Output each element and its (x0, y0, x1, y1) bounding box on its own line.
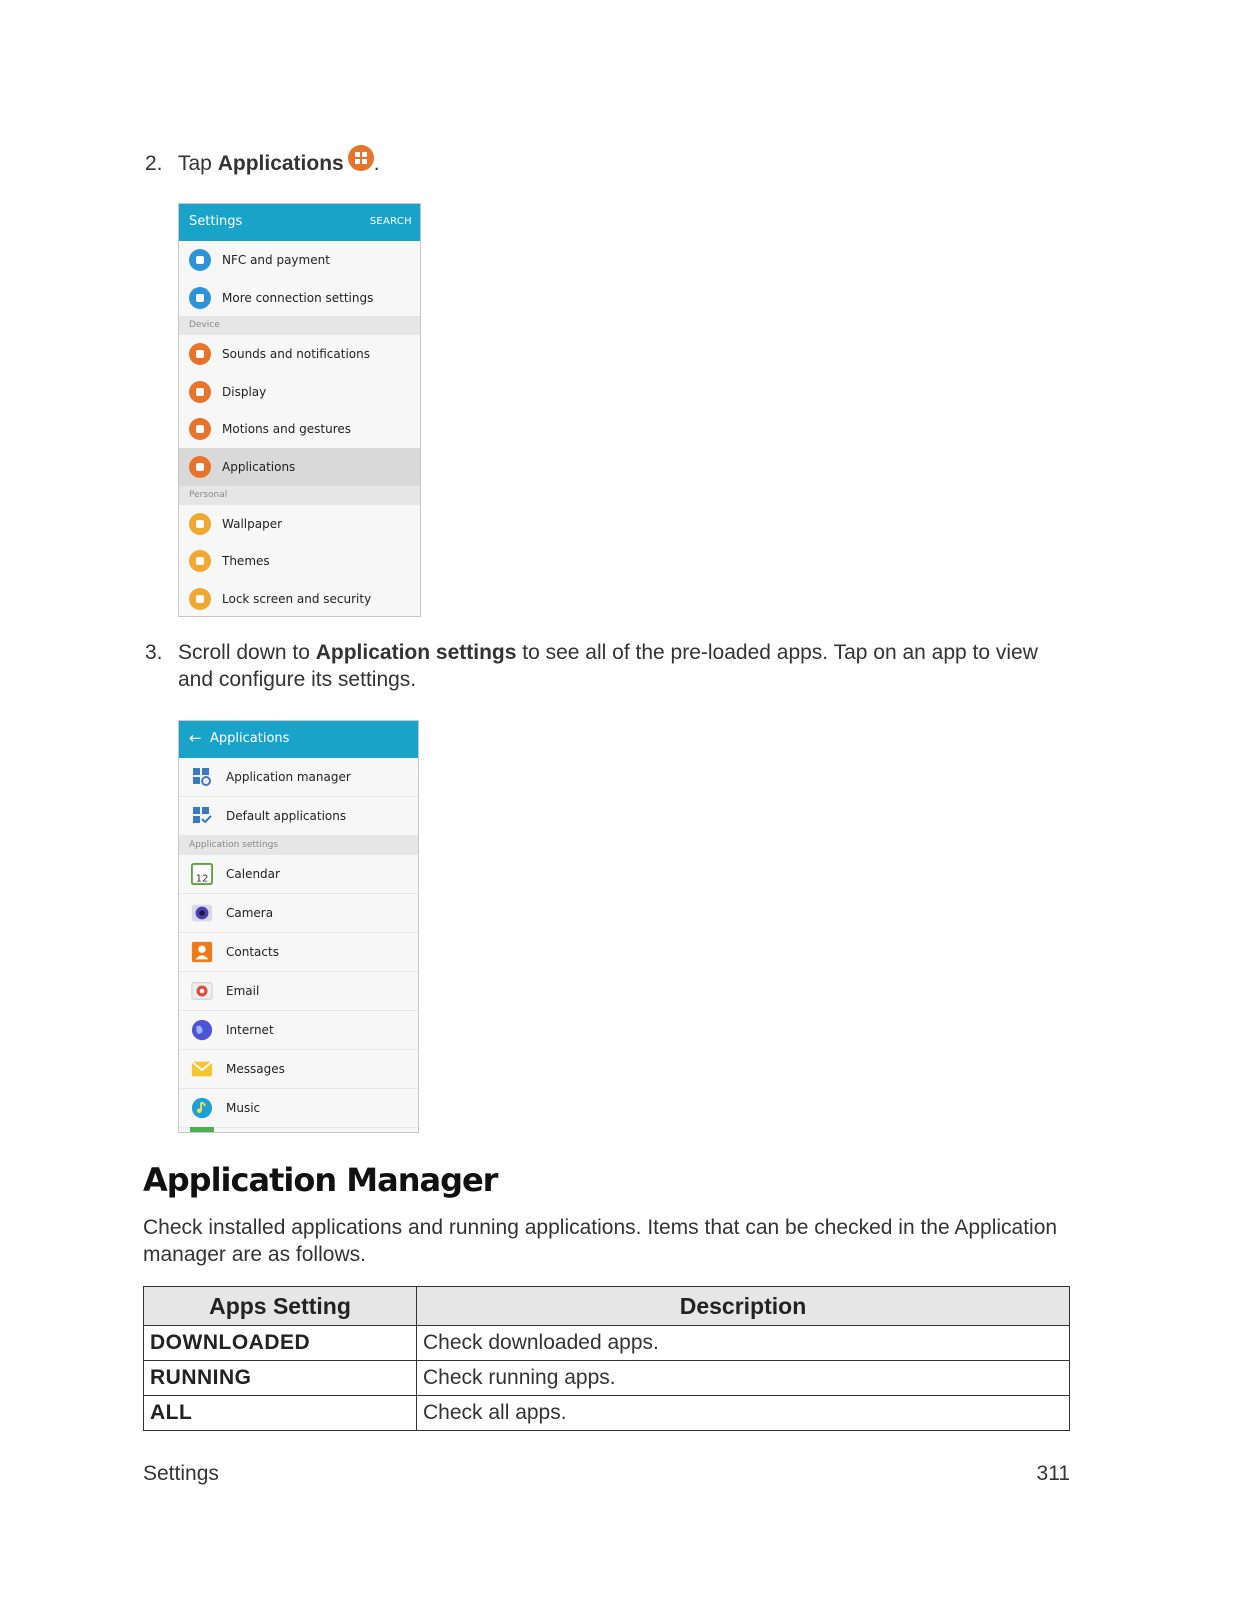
step-text: Scroll down to Application settings to see all of the pre-loaded apps. Tap on an app to view and configure its settings. (178, 641, 1038, 691)
app-bar (179, 721, 418, 758)
sound-icon (189, 343, 211, 365)
svg-text:12: 12 (195, 873, 209, 885)
table-cell: RUNNING (144, 1361, 417, 1396)
section-paragraph: Check installed applications and running applications. Items that can be checked in the Application manager are as follows. (143, 1216, 1058, 1266)
app-item-calendar[interactable]: 12 Calendar (179, 855, 418, 894)
settings-item[interactable]: Wallpaper (179, 505, 420, 543)
applications-screenshot (178, 720, 419, 1133)
next-app-icon-partial (190, 1127, 214, 1132)
app-item-internet[interactable]: Internet (179, 1011, 418, 1050)
wallpaper-icon (189, 513, 211, 535)
settings-item[interactable]: Themes (179, 542, 420, 580)
table-header: Apps Setting (144, 1287, 417, 1326)
apps-setting-table (143, 1286, 1070, 1431)
footer-section-name: Settings (143, 1462, 219, 1485)
themes-icon (189, 550, 211, 572)
settings-item-applications[interactable]: Applications (179, 448, 420, 486)
step-3 (145, 639, 1055, 695)
app-item-email[interactable]: Email (179, 972, 418, 1011)
step-text: Tap Applications . (178, 150, 1058, 177)
table-cell: Check all apps. (417, 1396, 1070, 1431)
table-cell: DOWNLOADED (144, 1326, 417, 1361)
applications-icon (189, 456, 211, 478)
step-number: 2. (145, 152, 163, 175)
table-header: Description (417, 1287, 1070, 1326)
app-bar-title: Applications (210, 731, 290, 746)
default-applications-item[interactable]: Default applications (179, 797, 418, 836)
nfc-icon (189, 249, 211, 271)
settings-screenshot (178, 203, 421, 617)
camera-icon (190, 902, 214, 924)
settings-item[interactable]: Motions and gestures (179, 410, 420, 448)
app-bar (179, 204, 420, 241)
connections-icon (189, 287, 211, 309)
display-icon (189, 381, 211, 403)
lock-icon (189, 588, 211, 610)
section-heading: Application Manager (143, 1161, 498, 1199)
contacts-icon (190, 941, 214, 963)
page-number: 311 (1036, 1462, 1070, 1485)
applications-icon (348, 145, 374, 171)
internet-icon (190, 1019, 214, 1041)
messages-icon (190, 1058, 214, 1080)
music-icon (190, 1097, 214, 1119)
application-manager-item[interactable]: Application manager (179, 758, 418, 797)
app-item-messages[interactable]: Messages (179, 1050, 418, 1089)
step-number: 3. (145, 641, 163, 664)
app-manager-icon (190, 766, 214, 788)
table-row (144, 1396, 1070, 1431)
table-row (144, 1361, 1070, 1396)
table-header-row (144, 1287, 1070, 1326)
default-apps-icon (190, 805, 214, 827)
table-cell: ALL (144, 1396, 417, 1431)
table-cell: Check downloaded apps. (417, 1326, 1070, 1361)
back-arrow-icon[interactable]: ← (189, 729, 202, 747)
calendar-icon (190, 863, 214, 885)
settings-item[interactable]: Sounds and notifications (179, 335, 420, 373)
settings-item[interactable]: Display (179, 373, 420, 411)
table-row (144, 1326, 1070, 1361)
app-bar-title: Settings (189, 214, 243, 229)
search-button[interactable]: SEARCH (369, 216, 412, 227)
settings-item[interactable]: NFC and payment (179, 241, 420, 279)
email-icon (190, 980, 214, 1002)
section-header: Personal (179, 486, 420, 505)
step-2 (145, 150, 1045, 180)
section-header: Application settings (179, 836, 418, 855)
app-item-camera[interactable]: Camera (179, 894, 418, 933)
settings-item[interactable]: Lock screen and security (179, 580, 420, 617)
app-item-music[interactable]: Music (179, 1089, 418, 1128)
app-item-contacts[interactable]: Contacts (179, 933, 418, 972)
motions-icon (189, 418, 211, 440)
table-cell: Check running apps. (417, 1361, 1070, 1396)
settings-item[interactable]: More connection settings (179, 279, 420, 317)
section-header: Device (179, 316, 420, 335)
